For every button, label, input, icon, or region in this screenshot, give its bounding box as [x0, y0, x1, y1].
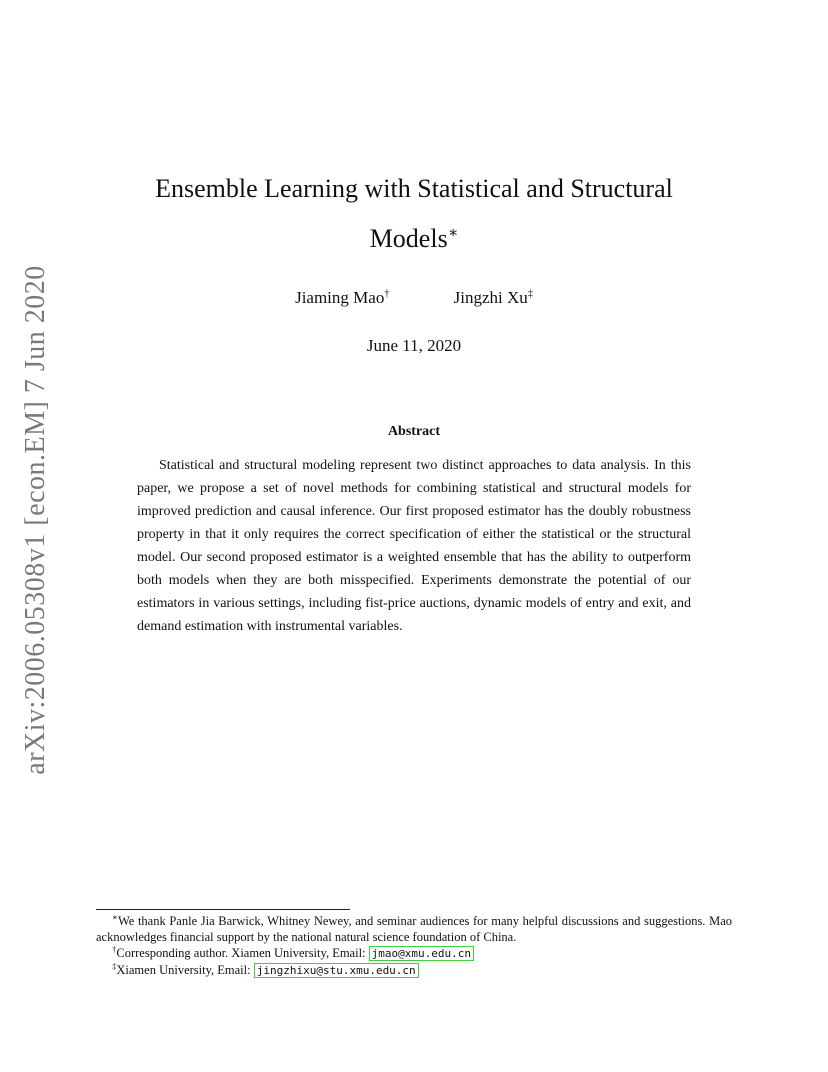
author-1-name: Jiaming Mao	[295, 288, 385, 307]
author-list	[0, 288, 828, 308]
footnote-3-text: Xiamen University, Email:	[116, 963, 254, 977]
title-line-2-text: Models	[369, 224, 448, 253]
footnote-corresponding-author	[96, 945, 732, 962]
email-link-jingzhixu[interactable]: jingzhixu@stu.xmu.edu.cn	[254, 963, 419, 978]
footnote-rule	[96, 909, 350, 910]
author-2	[454, 288, 533, 308]
email-link-jmao[interactable]: jmao@xmu.edu.cn	[369, 946, 474, 961]
author-1	[295, 288, 389, 308]
footnote-2-mark: †	[112, 943, 117, 954]
abstract-body: Statistical and structural modeling represent two distinct approaches to data analysis. In this paper, we propose a set of novel methods for combining statistical and structural models for improved prediction and causal inference. Our first proposed estimator has the doubly robustness property in that it only requires the correct specification of either the statistical or the structural model. Our second proposed estimator is a weighted ensemble that has the ability to outperform both models when they are both misspecified. Experiments demonstrate the potential of our estimators in various settings, including fist-price auctions, dynamic models of entry and exit, and demand estimation with instrumental variables.	[137, 458, 691, 634]
footnote-2-text: Corresponding author. Xiamen University, Email:	[116, 946, 369, 960]
title-line-1: Ensemble Learning with Statistical and Structural	[155, 174, 673, 203]
arxiv-stamp: arXiv:2006.05308v1 [econ.EM] 7 Jun 2020	[20, 265, 51, 775]
author-1-mark: †	[384, 288, 390, 300]
footnote-1-mark: ∗	[112, 911, 118, 922]
paper-title	[0, 164, 828, 264]
author-2-name: Jingzhi Xu	[453, 288, 528, 307]
abstract-heading: Abstract	[387, 424, 441, 439]
title-line-2	[0, 214, 828, 264]
footnotes	[96, 913, 732, 979]
footnote-acknowledgement	[96, 913, 732, 945]
author-2-mark: ‡	[527, 288, 533, 300]
paper-date: June 11, 2020	[366, 336, 462, 355]
footnote-3-mark: ‡	[112, 960, 117, 971]
footnote-1-text: We thank Panle Jia Barwick, Whitney Newey, and seminar audiences for many helpful discussions and suggestions. Mao acknowledges financial support by the national natural science foundation of China.	[96, 914, 732, 944]
title-footnote-mark: ∗	[447, 224, 459, 242]
footnote-coauthor	[96, 962, 732, 979]
